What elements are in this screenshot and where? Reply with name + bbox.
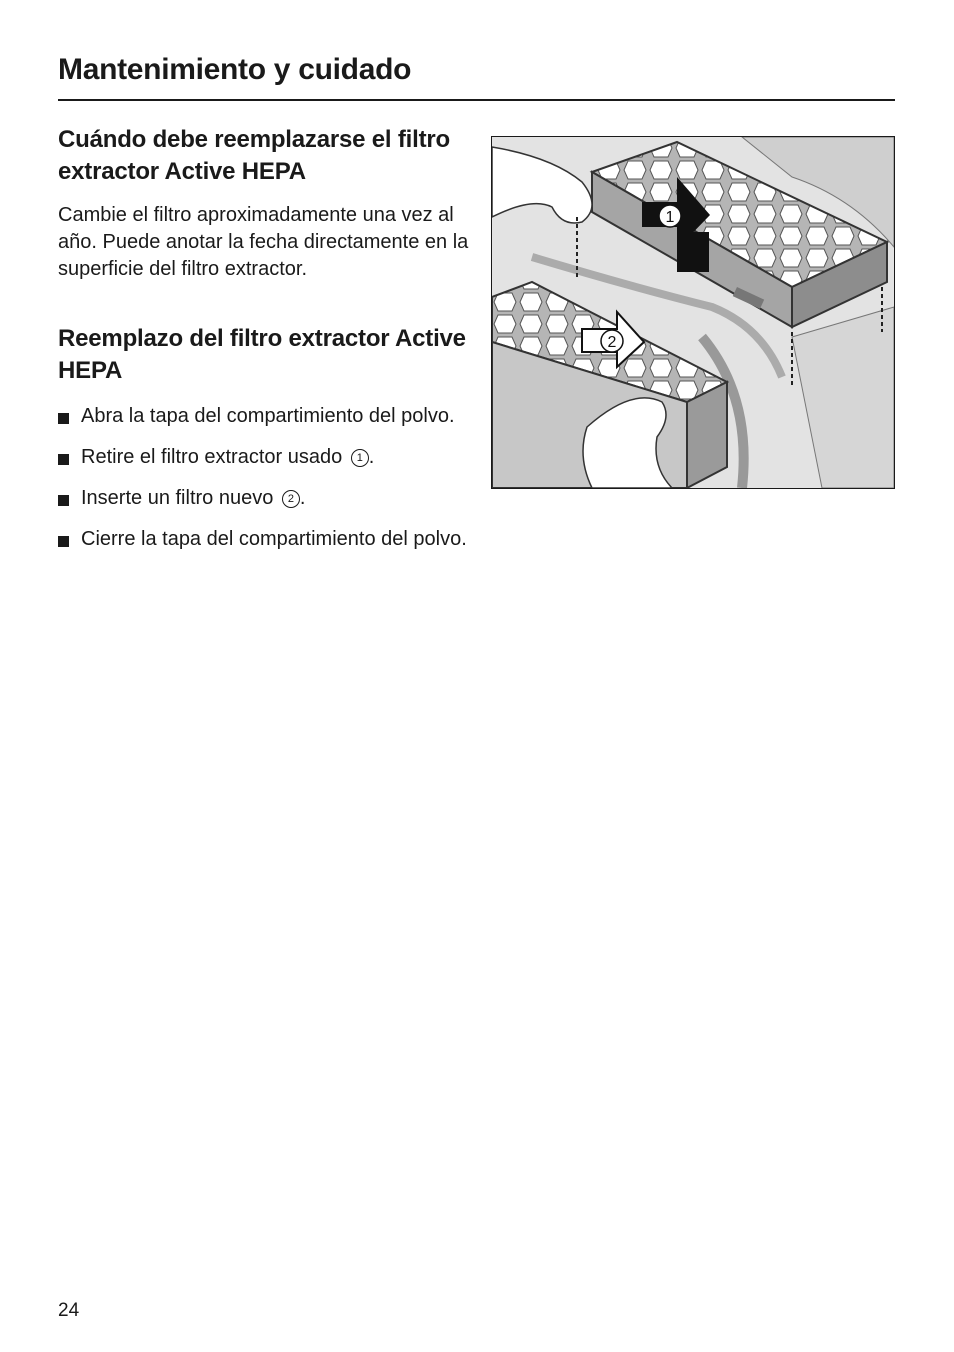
step-text: Inserte un filtro nuevo xyxy=(81,487,279,509)
step-item xyxy=(58,403,478,430)
text-column xyxy=(58,124,478,567)
title-rule xyxy=(58,99,895,101)
square-bullet-icon xyxy=(58,454,69,465)
page-number: 24 xyxy=(58,1300,80,1321)
step-item: Inserte un filtro nuevo 2 . xyxy=(58,485,478,512)
callout-1-label: 1 xyxy=(665,209,675,226)
filter-replacement-illustration xyxy=(491,136,895,489)
square-bullet-icon xyxy=(58,495,69,506)
section-heading-replacement-procedure: Reemplazo del filtro extractor Active HEPA xyxy=(58,325,466,384)
callout-2-marker: 2 xyxy=(282,490,300,508)
replacement-time-paragraph: Cambie el filtro aproximadamente una vez al año. Puede anotar la fecha directamente en la superficie del filtro extractor. xyxy=(58,204,469,280)
callout-2-label: 2 xyxy=(607,334,617,351)
steps-list xyxy=(58,403,478,553)
step-item: Retire el filtro extractor usado 1 . xyxy=(58,444,478,471)
step-text: Cierre la tapa del compartimiento del polvo. xyxy=(81,528,467,550)
square-bullet-icon xyxy=(58,413,69,424)
callout-1-marker: 1 xyxy=(351,449,369,467)
square-bullet-icon xyxy=(58,536,69,547)
step-item xyxy=(58,526,478,553)
page-title: Mantenimiento y cuidado xyxy=(58,53,412,86)
step-text: Retire el filtro extractor usado xyxy=(81,446,348,468)
step-text: Abra la tapa del compartimiento del polvo. xyxy=(81,405,455,427)
section-heading-replacement-time: Cuándo debe reemplazarse el filtro extractor Active HEPA xyxy=(58,126,450,185)
replacement-procedure-section xyxy=(58,323,478,553)
